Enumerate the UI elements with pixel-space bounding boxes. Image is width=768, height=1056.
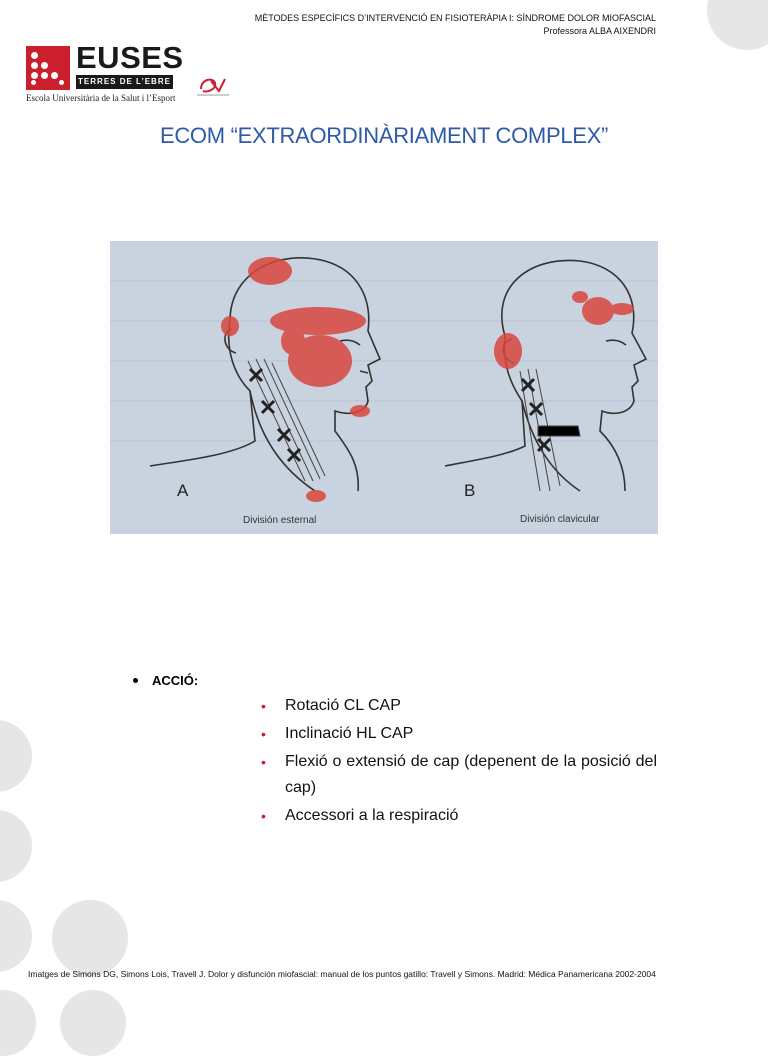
- logo-mark: [26, 46, 70, 90]
- section-label: ACCIÓ:: [152, 673, 199, 688]
- anatomy-illustration-icon: [110, 241, 658, 534]
- red-bullet-icon: •: [261, 808, 266, 824]
- action-list: [261, 693, 657, 831]
- header-professor: Professora ALBA AIXENDRI: [543, 26, 656, 36]
- bullet-dot-icon: [133, 678, 138, 683]
- anatomy-figure: [110, 241, 658, 534]
- list-item: • Inclinació HL CAP: [261, 721, 657, 747]
- list-item: • Flexió o extensió de cap (depenent de la posició del cap): [261, 749, 657, 801]
- decor-circle: [0, 720, 32, 792]
- red-bullet-icon: •: [261, 754, 266, 770]
- partner-logo-icon: [195, 73, 231, 99]
- panel-a-letter: A: [177, 481, 189, 500]
- red-bullet-icon: •: [261, 698, 266, 714]
- decor-circle: [0, 900, 32, 972]
- panel-b-caption: División clavicular: [520, 514, 600, 525]
- section-heading: [133, 673, 198, 688]
- decor-circle: [0, 810, 32, 882]
- decor-circle: [60, 990, 126, 1056]
- list-item: • Accessori a la respiració: [261, 803, 657, 829]
- logo-subtitle: TERRES DE L’EBRE: [76, 75, 173, 89]
- panel-b-letter: B: [464, 481, 476, 500]
- header-course: MÈTODES ESPECÍFICS D’INTERVENCIÓ EN FISIOTERÀPIA I: SÍNDROME DOLOR MIOFASCIAL: [254, 13, 656, 23]
- panel-a-caption: División esternal: [243, 515, 317, 526]
- red-bullet-icon: •: [261, 726, 266, 742]
- decor-circle: [0, 990, 36, 1056]
- logo-school: Escola Universitària de la Salut i l’Esport: [26, 93, 176, 103]
- decor-circle: [707, 0, 768, 50]
- footer-citation: Imatges de Simons DG, Simons Lois, Travell J. Dolor y disfunción miofascial: manual de los puntos gatillo: Travell y Simons. Madrid: Médica Panamericana 2002-2004: [28, 969, 656, 979]
- logo-name: EUSES: [76, 40, 184, 75]
- list-item: • Rotació CL CAP: [261, 693, 657, 719]
- page-title: ECOM “EXTRAORDINÀRIAMENT COMPLEX”: [159, 123, 609, 148]
- decor-circle: [52, 900, 128, 976]
